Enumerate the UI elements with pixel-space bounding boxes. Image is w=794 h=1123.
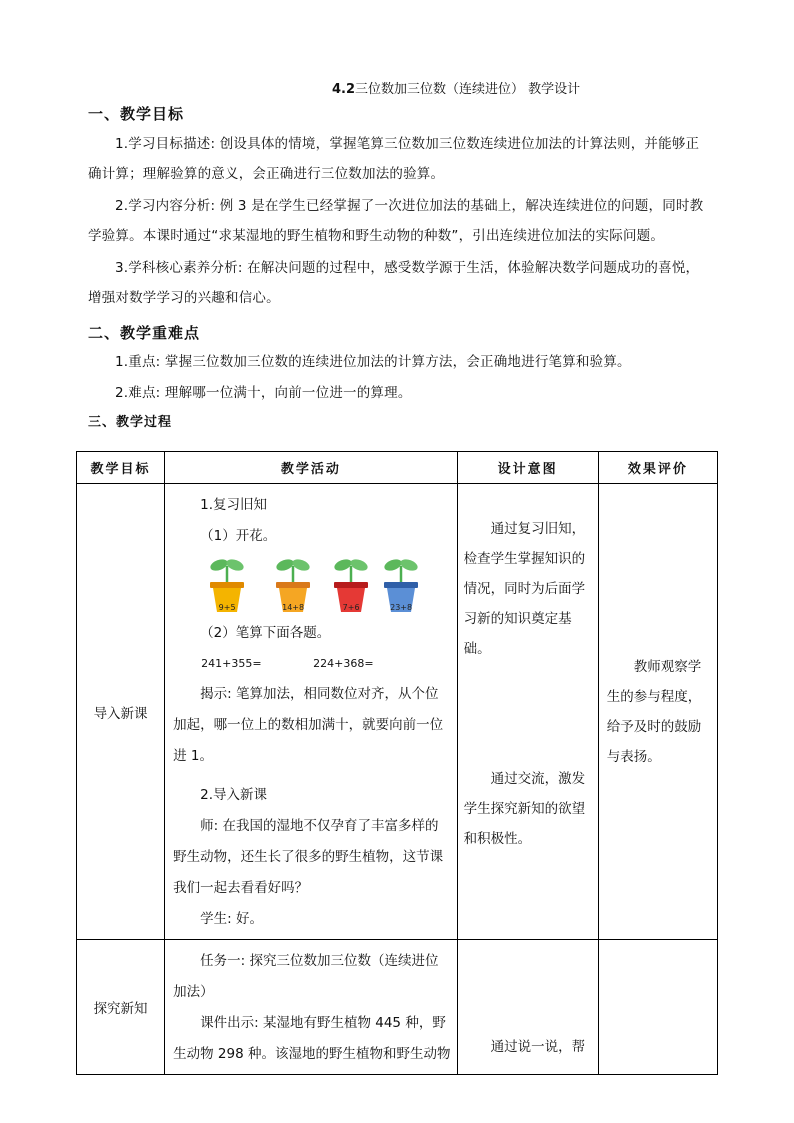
teaching-process-table: [76, 451, 718, 1075]
flower-pot-icon: [329, 556, 373, 614]
activity-line: 任务一: 探究三位数加三位数（连续进位加法）: [173, 953, 439, 1000]
intent-text: 通过复习旧知，检查学生掌握知识的情况，同时为后面学习新的知识奠定基础。: [463, 521, 586, 657]
objective-paragraph-2: 2.学习内容分析: 例 3 是在学生已经掌握了一次进位加法的基础上，解决连续进位的问题，同时教学验算。本课时通过“求某湿地的野生植物和野生动物的种数”，引出连续进位加法的实际问题。: [88, 198, 704, 244]
table-row: [77, 484, 718, 940]
flower-pot-icon: [379, 556, 423, 614]
intent-cell: [457, 940, 598, 1075]
evaluation-cell: [598, 484, 717, 940]
keypoint-paragraph-2: 2.难点: 理解哪一位满十，向前一位进一的算理。: [115, 385, 412, 401]
evaluation-text: 教师观察学生的参与程度，给予及时的鼓励与表扬。: [606, 658, 702, 765]
calculation-line: [173, 649, 450, 679]
section-heading-keypoints: 二、教学重难点: [88, 324, 201, 342]
activity-cell: [165, 484, 457, 940]
header-intent: 设计意图: [457, 452, 598, 484]
evaluation-cell: [598, 940, 717, 1075]
activity-line: 师: 在我国的湿地不仅孕育了丰富多样的野生动物，还生长了很多的野生植物，这节课我们一起去看看好吗？: [173, 818, 444, 896]
pot-label: 7+6: [342, 603, 360, 612]
activity-line: （2）笔算下面各题。: [200, 625, 331, 641]
calculation-2: 224+368=: [313, 657, 374, 670]
section-heading-objectives: 一、教学目标: [88, 105, 185, 123]
goal-cell: 导入新课: [77, 484, 165, 940]
intent-text: 通过交流，激发学生探究新知的欲望和积极性。: [463, 771, 586, 847]
keypoint-paragraph-1: 1.重点: 掌握三位数加三位数的连续进位加法的计算方法，会正确地进行笔算和验算。: [115, 354, 631, 370]
flower-pot-icon: [271, 556, 315, 614]
calculation-1: 241+355=: [201, 657, 262, 670]
objective-paragraph-1: 1.学习目标描述: 创设具体的情境，掌握笔算三位数加三位数连续进位加法的计算法则，并能够正确计算；理解验算的意义，会正确进行三位数加法的验算。: [88, 136, 700, 182]
objective-paragraph-3: 3.学科核心素养分析: 在解决问题的过程中，感受数学源于生活，体验解决数学问题成功的喜悦，增强对数学学习的兴趣和信心。: [88, 260, 700, 306]
pot-label: 14+8: [282, 603, 305, 612]
header-evaluation: 效果评价: [598, 452, 717, 484]
activity-cell: [165, 940, 457, 1075]
activity-line: 学生: 好。: [200, 911, 263, 927]
goal-cell: 探究新知: [77, 940, 165, 1075]
header-activity: 教学活动: [165, 452, 457, 484]
header-goal: 教学目标: [77, 452, 165, 484]
section-heading-process: 三、教学过程: [88, 415, 173, 430]
activity-line: 揭示: 笔算加法，相同数位对齐，从个位加起，哪一位上的数相加满十，就要向前一位进 1。: [173, 686, 444, 764]
pot-label: 23+8: [390, 603, 413, 612]
activity-line: （1）开花。: [200, 528, 277, 544]
activity-line: 课件出示: 某湿地有野生植物 445 种，野生动物 298 种。该湿地的野生植物和野生动物: [173, 1015, 451, 1062]
intent-text: 通过说一说，帮: [490, 1039, 586, 1055]
activity-line: 2.导入新课: [200, 787, 268, 803]
intent-cell: [457, 484, 598, 940]
activity-line: 1.复习旧知: [200, 497, 268, 513]
table-header-row: [77, 452, 718, 484]
document-title: 4.2三位数加三位数（连续进位） 教学设计: [332, 82, 581, 97]
flower-pot-icon: [205, 556, 249, 614]
pot-label: 9+5: [218, 603, 236, 612]
flower-pots-illustration: [205, 556, 450, 616]
pot-rim: [210, 582, 244, 588]
table-row: [77, 940, 718, 1075]
